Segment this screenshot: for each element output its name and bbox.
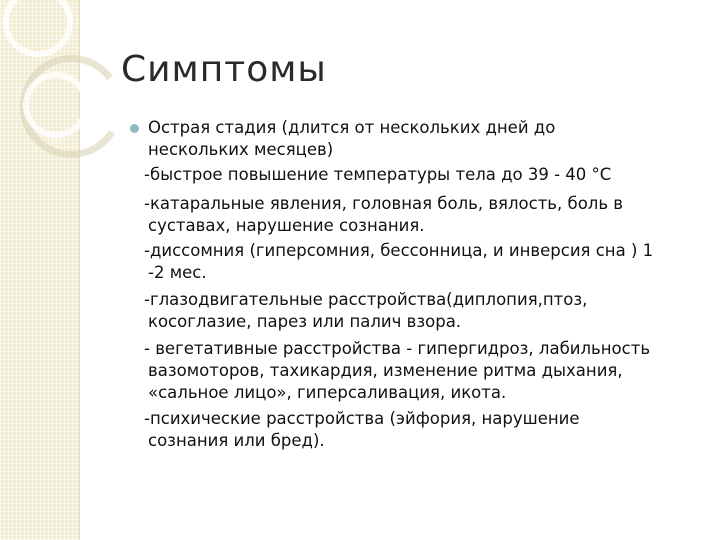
body-line: суставах, нарушение сознания. — [148, 216, 425, 235]
slide-title: Симптомы — [121, 49, 327, 90]
decor-arc — [23, 58, 112, 154]
body-line: Острая стадия (длится от нескольких дней до — [148, 118, 556, 137]
body-line: -быстрое повышение температуры тела до 39 - 40 °C — [144, 165, 612, 184]
body-line: косоглазие, парез или палич взора. — [148, 312, 462, 331]
body-line: сознания или бред). — [148, 431, 325, 450]
body-line: -диссомния (гиперсомния, бессонница, и инверсия сна ) 1 — [144, 241, 654, 260]
bullet-marker — [130, 124, 139, 133]
body-line: вазомоторов, тахикардия, изменение ритма дыхания, — [148, 361, 623, 380]
body-line: -2 мес. — [148, 263, 207, 282]
body-line: нескольких месяцев) — [148, 140, 334, 159]
body-line: «сальное лицо», гиперсаливация, икота. — [148, 383, 507, 402]
body-line: -глазодвигательные расстройства(диплопия,птоз, — [144, 290, 588, 309]
decor-ring-bottom — [26, 75, 86, 135]
body-line: - вегетативные расстройства - гипергидроз, лабильность — [144, 339, 651, 358]
body-line: -психические расстройства (эйфория, нарушение — [144, 409, 580, 428]
body-line: -катаральные явления, головная боль, вялость, боль в — [144, 194, 624, 213]
decorative-circles — [0, 0, 140, 160]
decor-ring-top — [6, 0, 70, 54]
